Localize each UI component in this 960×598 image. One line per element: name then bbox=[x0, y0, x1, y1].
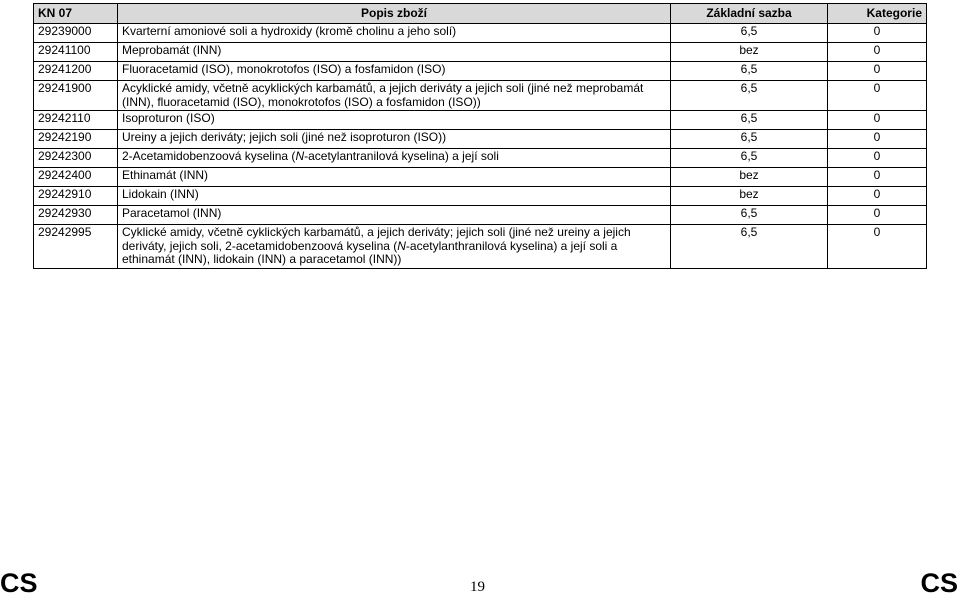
table-row bbox=[34, 43, 927, 62]
base-rate: bez bbox=[671, 43, 828, 62]
base-rate: bez bbox=[671, 187, 828, 206]
base-rate: 6,5 bbox=[671, 149, 828, 168]
category: 0 bbox=[828, 206, 927, 225]
category: 0 bbox=[828, 149, 927, 168]
description bbox=[118, 225, 671, 269]
table-row bbox=[34, 225, 927, 269]
category: 0 bbox=[828, 225, 927, 269]
base-rate: 6,5 bbox=[671, 225, 828, 269]
description-italic: N bbox=[397, 238, 406, 253]
header-category: Kategorie bbox=[828, 4, 927, 24]
kn-code: 29242400 bbox=[34, 168, 118, 187]
kn-code: 29242910 bbox=[34, 187, 118, 206]
category: 0 bbox=[828, 130, 927, 149]
table-header-row bbox=[34, 4, 927, 24]
description: Paracetamol (INN) bbox=[118, 206, 671, 225]
table-row bbox=[34, 149, 927, 168]
kn-code: 29241900 bbox=[34, 81, 118, 111]
table-row bbox=[34, 130, 927, 149]
category: 0 bbox=[828, 81, 927, 111]
table-row bbox=[34, 187, 927, 206]
kn-code: 29242110 bbox=[34, 111, 118, 130]
kn-code: 29242300 bbox=[34, 149, 118, 168]
table-row bbox=[34, 81, 927, 111]
header-kn: KN 07 bbox=[34, 4, 118, 24]
description: Lidokain (INN) bbox=[118, 187, 671, 206]
kn-code: 29242930 bbox=[34, 206, 118, 225]
table-row bbox=[34, 62, 927, 81]
description-italic: N bbox=[295, 149, 305, 163]
description: Fluoracetamid (ISO), monokrotofos (ISO) a fosfamidon (ISO) bbox=[118, 62, 671, 81]
kn-code: 29242190 bbox=[34, 130, 118, 149]
page-number: 19 bbox=[470, 579, 485, 595]
table-row bbox=[34, 206, 927, 225]
category: 0 bbox=[828, 43, 927, 62]
description-part: -acetylantranilová kyselina) a její soli bbox=[304, 149, 499, 163]
category: 0 bbox=[828, 168, 927, 187]
description: Kvarterní amoniové soli a hydroxidy (kromě cholinu a jeho solí) bbox=[118, 24, 671, 43]
description: Isoproturon (ISO) bbox=[118, 111, 671, 130]
description-part: Cyklické amidy, včetně cyklických karbamátů, a jejich deriváty; jejich soli (jiné než ureiny a jejich deriváty, jejich soli, 2-acetamidobenzoová kyselina ( bbox=[122, 225, 631, 253]
category: 0 bbox=[828, 24, 927, 43]
base-rate: 6,5 bbox=[671, 81, 828, 111]
base-rate: 6,5 bbox=[671, 130, 828, 149]
kn-code: 29242995 bbox=[34, 225, 118, 269]
header-description: Popis zboží bbox=[118, 4, 671, 24]
base-rate: 6,5 bbox=[671, 111, 828, 130]
base-rate: bez bbox=[671, 168, 828, 187]
base-rate: 6,5 bbox=[671, 206, 828, 225]
kn-code: 29239000 bbox=[34, 24, 118, 43]
category: 0 bbox=[828, 62, 927, 81]
header-base-rate: Základní sazba bbox=[671, 4, 828, 24]
description bbox=[118, 149, 671, 168]
footer-language-right: CS bbox=[920, 568, 958, 598]
description: Ethinamát (INN) bbox=[118, 168, 671, 187]
category: 0 bbox=[828, 187, 927, 206]
kn-code: 29241100 bbox=[34, 43, 118, 62]
description: Meprobamát (INN) bbox=[118, 43, 671, 62]
description: Ureiny a jejich deriváty; jejich soli (jiné než isoproturon (ISO)) bbox=[118, 130, 671, 149]
description-part: 2-Acetamidobenzoová kyselina ( bbox=[122, 149, 296, 163]
table-row bbox=[34, 24, 927, 43]
category: 0 bbox=[828, 111, 927, 130]
description-part: -acetylanthranilová kyselina) a její soli a ethinamát (INN), lidokain (INN) a paracetamol (INN)) bbox=[122, 238, 618, 266]
table-row bbox=[34, 168, 927, 187]
footer-language-left: CS bbox=[0, 568, 38, 598]
kn-code: 29241200 bbox=[34, 62, 118, 81]
description: Acyklické amidy, včetně acyklických karbamátů, a jejich deriváty a jejich soli (jiné než meprobamát (INN), fluoracetamid (ISO), monokrotofos (ISO) a fosfamidon (ISO)) bbox=[118, 81, 671, 111]
tariff-table bbox=[33, 3, 927, 269]
table-row bbox=[34, 111, 927, 130]
base-rate: 6,5 bbox=[671, 24, 828, 43]
base-rate: 6,5 bbox=[671, 62, 828, 81]
